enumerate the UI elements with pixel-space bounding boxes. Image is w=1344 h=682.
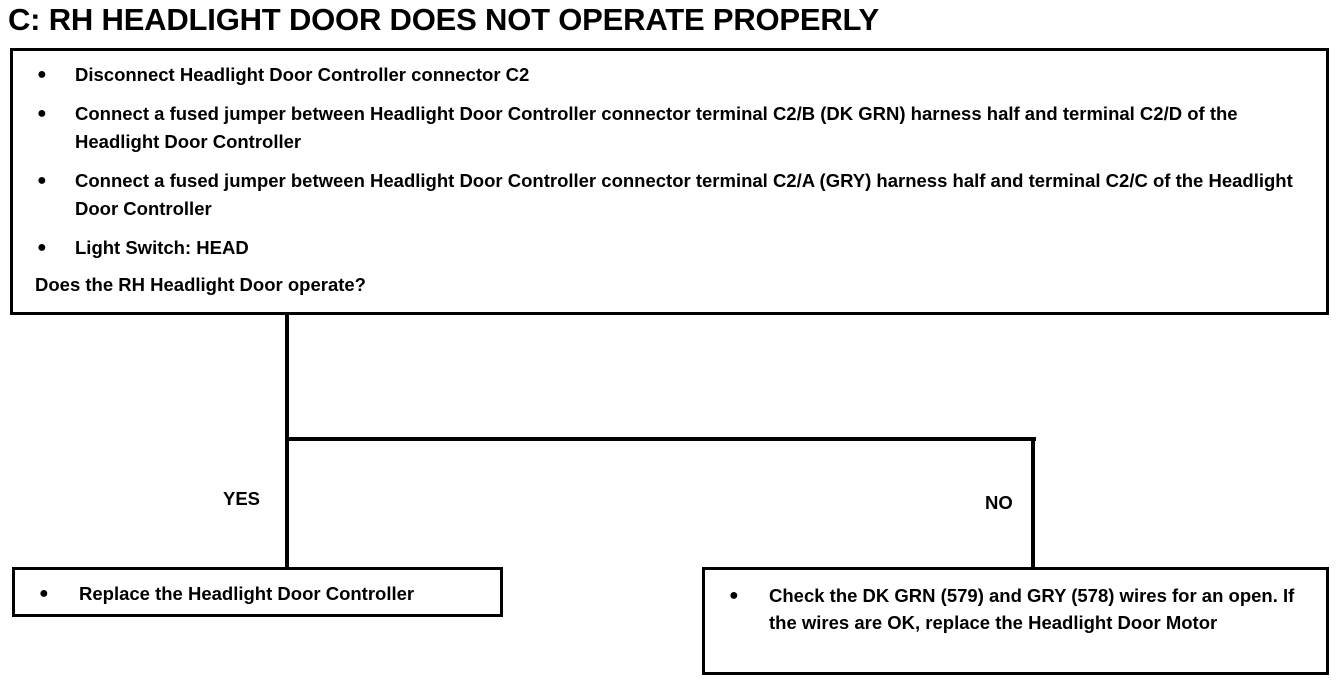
step-item bbox=[35, 234, 1306, 262]
step-item bbox=[35, 100, 1306, 156]
bullet-icon: ● bbox=[39, 585, 49, 602]
page-title: C: RH HEADLIGHT DOOR DOES NOT OPERATE PROPERLY bbox=[8, 2, 879, 37]
step-text: Connect a fused jumper between Headlight Door Controller connector terminal C2/B (DK GRN) harness half and terminal C2/D of the Headlight Door Controller bbox=[75, 103, 1238, 152]
bullet-icon: ● bbox=[37, 172, 47, 189]
no-action-text: Check the DK GRN (579) and GRY (578) wires for an open. If the wires are OK, replace the Headlight Door Motor bbox=[769, 585, 1295, 633]
step-text: Light Switch: HEAD bbox=[75, 237, 249, 258]
decision-question: Does the RH Headlight Door operate? bbox=[35, 274, 366, 295]
yes-action bbox=[39, 580, 500, 607]
yes-action-text: Replace the Headlight Door Controller bbox=[79, 583, 415, 604]
step-item bbox=[35, 167, 1306, 223]
no-outcome-box bbox=[702, 567, 1329, 675]
no-action bbox=[729, 582, 1309, 636]
bullet-icon: ● bbox=[729, 587, 739, 604]
step-list bbox=[35, 61, 1306, 262]
bullet-icon: ● bbox=[37, 239, 47, 256]
step-text: Connect a fused jumper between Headlight Door Controller connector terminal C2/A (GRY) harness half and terminal C2/C of the Headlight Door Controller bbox=[75, 170, 1293, 219]
connector-line-no bbox=[1031, 437, 1035, 568]
procedure-box bbox=[10, 48, 1329, 315]
bullet-icon: ● bbox=[37, 66, 47, 83]
step-item bbox=[35, 61, 1306, 89]
connector-line-main bbox=[285, 314, 289, 568]
yes-outcome-box bbox=[12, 567, 503, 617]
yes-label: YES bbox=[223, 488, 261, 509]
bullet-icon: ● bbox=[37, 105, 47, 122]
step-text: Disconnect Headlight Door Controller connector C2 bbox=[75, 64, 530, 85]
no-label: NO bbox=[985, 492, 1013, 513]
connector-line-horizontal bbox=[285, 437, 1036, 441]
